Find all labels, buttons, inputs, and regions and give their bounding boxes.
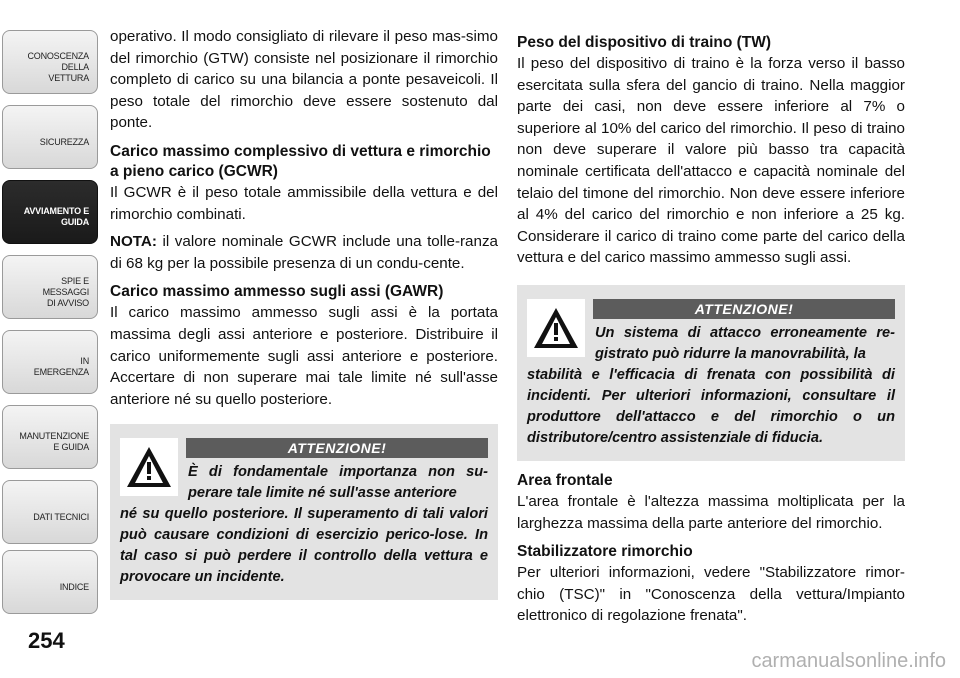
tab-manutenzione[interactable]: MANUTENZIONE E GUIDA bbox=[2, 405, 98, 469]
paragraph-gtw: operativo. Il modo consigliato di rilevare il peso mas-simo del rimorchio (GTW) consiste nel posizionare il rimorchio completo di carico su una bilancia a ponte pesaveicoli. Il peso totale del rimorchio deve essere sostenuto dal ponte. bbox=[110, 28, 498, 132]
left-column bbox=[110, 26, 498, 600]
paragraph-area-frontale: L'area frontale è l'altezza massima moltiplicata per la larghezza massima della parte anteriore del rimorchio. bbox=[517, 492, 905, 532]
right-column bbox=[517, 33, 905, 627]
page-number: 254 bbox=[28, 628, 65, 653]
paragraph-tw: Il peso del dispositivo di traino è la forza verso il basso esercitata sulla sfera del gancio di traino. Nella maggior parte dei casi, non deve essere inferiore al 7% o superiore al 10% del carico del rimorchio. Il peso di traino non deve superare il valore più basso tra capacità nominale certificata dell'attacco e capacità nominale del telaio del timone del rimorchio. Non deve essere inferiore al 4% del carico del rimorchio e non inferiore a 25 kg. Considerare il carico di traino come parte del carico della vettura e del carico massimo ammesso sugli assi. bbox=[517, 55, 905, 267]
warning-text-top: Un sistema di attacco erroneamente re-gistrato può ridurre la manovrabilità, la bbox=[595, 324, 895, 362]
warning-title: ATTENZIONE! bbox=[186, 438, 488, 458]
tab-conoscenza-vettura[interactable]: CONOSCENZA DELLA VETTURA bbox=[2, 30, 98, 94]
heading-gawr: Carico massimo ammesso sugli assi (GAWR) bbox=[110, 283, 444, 301]
tab-emergenza[interactable]: IN EMERGENZA bbox=[2, 330, 98, 394]
warning-triangle-icon bbox=[120, 438, 178, 496]
note-paragraph bbox=[110, 231, 498, 274]
tab-indice[interactable]: INDICE bbox=[2, 550, 98, 614]
paragraph-gcwr: Il GCWR è il peso totale ammissibile della vettura e del rimorchio combinati. bbox=[110, 183, 498, 223]
warning-text: stabilità e l'efficacia di frenata con possibilità di incidenti. Per ulteriori informazioni, consultare il produttore dell'attacco e del rimorchio o un distributore/centro assistenziale di fiducia. bbox=[527, 366, 895, 446]
paragraph-stabilizzatore: Per ulteriori informazioni, vedere "Stabilizzatore rimor-chio (TSC)" in "Conoscenza della vettura/Impianto elettronico di regolazione frenata". bbox=[517, 564, 905, 625]
heading-area-frontale: Area frontale bbox=[517, 471, 613, 489]
tab-sicurezza[interactable]: SICUREZZA bbox=[2, 105, 98, 169]
warning-title: ATTENZIONE! bbox=[593, 299, 895, 319]
watermark: carmanualsonline.info bbox=[751, 650, 946, 672]
tab-spie-messaggi[interactable]: SPIE E MESSAGGI DI AVVISO bbox=[2, 255, 98, 319]
heading-tw: Peso del dispositivo di traino (TW) bbox=[517, 34, 772, 51]
heading-stabilizzatore: Stabilizzatore rimorchio bbox=[517, 543, 693, 561]
warning-triangle-icon bbox=[527, 299, 585, 357]
tab-dati-tecnici[interactable]: DATI TECNICI bbox=[2, 480, 98, 544]
warning-box bbox=[517, 285, 905, 461]
note-text: il valore nominale GCWR include una tolle-ranza di 68 kg per la possibile presenza di un condu-cente. bbox=[110, 233, 498, 272]
chapter-sidebar bbox=[0, 0, 100, 620]
note-label: NOTA: bbox=[110, 233, 157, 251]
heading-gcwr: Carico massimo complessivo di vettura e rimorchio a pieno carico (GCWR) bbox=[110, 142, 491, 180]
tab-avviamento-guida[interactable]: AVVIAMENTO E GUIDA bbox=[2, 180, 98, 244]
warning-text-top: È di fondamentale importanza non su-perare tale limite né sull'asse anteriore bbox=[188, 464, 488, 502]
paragraph-gawr: Il carico massimo ammesso sugli assi è la portata massima degli assi anteriore e posteriore. Distribuire il carico uniformemente sugli assi anteriore e posteriore. Accertare di non superare mai tale limite né sull'asse anteriore né su quello posteriore. bbox=[110, 304, 498, 408]
warning-text: né su quello posteriore. Il superamento di tali valori può causare condizioni di esercizio perico-lose. In tal caso si può perdere il controllo della vettura e provocare un incidente. bbox=[120, 506, 488, 586]
warning-box bbox=[110, 424, 498, 600]
